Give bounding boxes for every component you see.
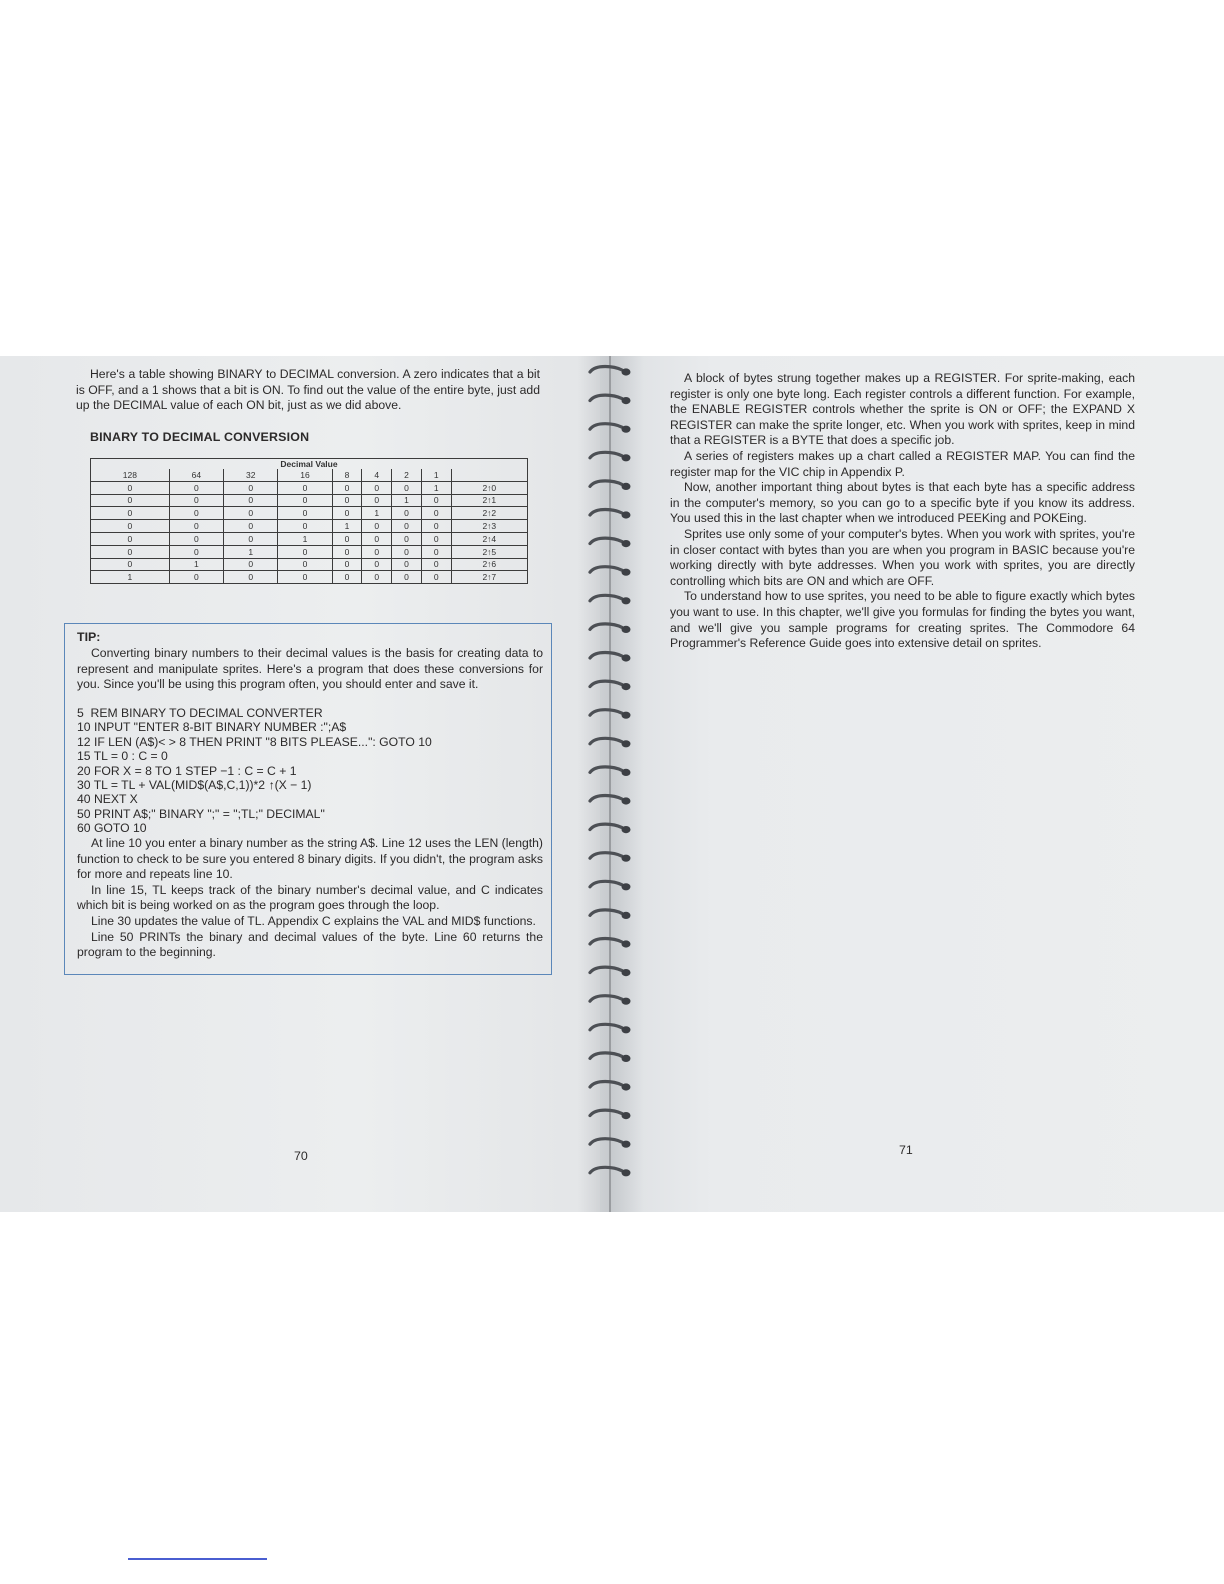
table-cell: 0 bbox=[169, 494, 223, 507]
table-row bbox=[91, 532, 528, 545]
table-cell: 0 bbox=[224, 571, 278, 584]
table-cell: 1 bbox=[421, 481, 451, 494]
coil-end bbox=[622, 969, 631, 976]
table-row bbox=[91, 507, 528, 520]
table-cell: 0 bbox=[392, 481, 422, 494]
code-line: 40 NEXT X bbox=[77, 792, 138, 807]
table-cell: 0 bbox=[392, 558, 422, 571]
coil-loop bbox=[590, 853, 622, 859]
table-cell: 0 bbox=[224, 507, 278, 520]
column-header: 128 bbox=[91, 469, 170, 481]
column-header: 4 bbox=[362, 469, 392, 481]
table-cell: 0 bbox=[392, 545, 422, 558]
coil-end bbox=[622, 483, 631, 490]
table-cell: 0 bbox=[362, 545, 392, 558]
coil-loop bbox=[590, 881, 622, 887]
coil-end bbox=[622, 569, 631, 576]
table-cell: 0 bbox=[392, 571, 422, 584]
table-heading: BINARY TO DECIMAL CONVERSION bbox=[90, 430, 310, 444]
table-cell: 0 bbox=[169, 545, 223, 558]
table-title: Decimal Value bbox=[91, 459, 528, 470]
table-cell: 0 bbox=[169, 532, 223, 545]
coil-loop bbox=[590, 653, 622, 659]
coil-loop bbox=[590, 424, 622, 430]
table-cell: 0 bbox=[169, 520, 223, 533]
code-listing bbox=[77, 706, 543, 836]
coil-loop bbox=[590, 996, 622, 1002]
body-paragraph: Now, another important thing about bytes is that each byte has a specific address in the computer's memory, so you can go to a specific byte if you know its address. You used this in the last chapter when we introduced PEEKing and POKEing. bbox=[670, 480, 1135, 526]
right-page-text bbox=[670, 371, 1135, 652]
column-header: 8 bbox=[332, 469, 362, 481]
coil-end bbox=[622, 540, 631, 547]
explain-paragraph: Line 30 updates the value of TL. Appendix C explains the VAL and MID$ functions. bbox=[91, 913, 536, 928]
body-paragraph: Sprites use only some of your computer's bytes. When you work with sprites, you're in closer contact with bytes than you are when you program in BASIC because you're working directly with byte addresses. When you work with sprites, you are directly controlling which bits are ON and which are OFF. bbox=[670, 526, 1135, 588]
column-header bbox=[451, 469, 527, 481]
book-spread bbox=[0, 356, 1224, 1212]
code-line: 5 REM BINARY TO DECIMAL CONVERTER bbox=[77, 706, 323, 720]
coil-loop bbox=[590, 567, 622, 573]
code-line: 30 TL = TL + VAL(MID$(A$,C,1))*2 ↑(X − 1) bbox=[77, 778, 312, 793]
table-cell: 0 bbox=[421, 558, 451, 571]
body-paragraph: To understand how to use sprites, you need to be able to figure exactly which bytes you want to use. In this chapter, we'll give you formulas for finding the bytes you want, and we'll give you sample programs for creating sprites. The Commodore 64 Programmer's Reference Guide goes into extensive detail on sprites. bbox=[670, 589, 1135, 651]
table-cell: 0 bbox=[224, 494, 278, 507]
coil-end bbox=[622, 855, 631, 862]
table-cell: 0 bbox=[169, 571, 223, 584]
table-cell: 0 bbox=[332, 571, 362, 584]
table-cell: 0 bbox=[91, 494, 170, 507]
table-cell: 0 bbox=[421, 532, 451, 545]
table-cell: 0 bbox=[224, 532, 278, 545]
coil-end bbox=[622, 511, 631, 518]
coil-loop bbox=[590, 538, 622, 544]
table-cell: 0 bbox=[91, 558, 170, 571]
table-cell: 1 bbox=[278, 532, 332, 545]
table-cell: 1 bbox=[169, 558, 223, 571]
code-line: 12 IF LEN (A$)< > 8 THEN PRINT "8 BITS PLEASE...": GOTO 10 bbox=[77, 734, 432, 749]
coil-loop bbox=[590, 367, 622, 373]
table-cell: 0 bbox=[91, 532, 170, 545]
table-cell: 1 bbox=[332, 520, 362, 533]
coil-loop bbox=[590, 395, 622, 401]
spiral-binding-icon bbox=[584, 356, 644, 1212]
coil-loop bbox=[590, 681, 622, 687]
table-cell: 0 bbox=[421, 520, 451, 533]
table-cell: 1 bbox=[392, 494, 422, 507]
table-cell: 0 bbox=[332, 532, 362, 545]
coil-loop bbox=[590, 1082, 622, 1088]
coil-loop bbox=[590, 939, 622, 945]
table-cell: 0 bbox=[332, 481, 362, 494]
coil-loop bbox=[590, 510, 622, 516]
table-cell: 2↑0 bbox=[451, 481, 527, 494]
column-header: 2 bbox=[392, 469, 422, 481]
table-cell: 0 bbox=[362, 532, 392, 545]
coil-end bbox=[622, 1055, 631, 1062]
table-cell: 2↑6 bbox=[451, 558, 527, 571]
table-cell: 0 bbox=[278, 507, 332, 520]
coil-end bbox=[622, 597, 631, 604]
coil-end bbox=[622, 1141, 631, 1148]
table-cell: 1 bbox=[224, 545, 278, 558]
binary-decimal-table bbox=[90, 458, 528, 584]
coil-end bbox=[622, 912, 631, 919]
explain-paragraph: At line 10 you enter a binary number as the string A$. Line 12 uses the LEN (length) function to check to be sure you entered 8 binary digits. If you didn't, the program asks for more and repeats line 10. bbox=[77, 836, 543, 882]
coil-end bbox=[622, 654, 631, 661]
table-cell: 0 bbox=[421, 507, 451, 520]
tip-intro: Converting binary numbers to their decimal values is the basis for creating data to represent and manipulate sprites. Here's a program that does these conversions for you. Since you'll be using this program often, you should enter and save it. bbox=[77, 646, 543, 692]
coil-end bbox=[622, 683, 631, 690]
code-line: 50 PRINT A$;" BINARY ";" = ";TL;" DECIMAL" bbox=[77, 806, 325, 821]
table-cell: 0 bbox=[278, 520, 332, 533]
coil-loop bbox=[590, 452, 622, 458]
column-header: 64 bbox=[169, 469, 223, 481]
explain-paragraph: Line 50 PRINTs the binary and decimal values of the byte. Line 60 returns the program to the beginning. bbox=[77, 929, 543, 960]
coil-end bbox=[622, 1026, 631, 1033]
table-cell: 0 bbox=[332, 507, 362, 520]
table-cell: 0 bbox=[278, 545, 332, 558]
table-row bbox=[91, 558, 528, 571]
table-cell: 0 bbox=[362, 558, 392, 571]
coil-end bbox=[622, 397, 631, 404]
table-cell: 0 bbox=[278, 558, 332, 571]
table-cell: 2↑2 bbox=[451, 507, 527, 520]
explain-paragraph: In line 15, TL keeps track of the binary number's decimal value, and C indicates which bit is being worked on as the program goes through the loop. bbox=[77, 882, 543, 913]
table-cell: 0 bbox=[91, 507, 170, 520]
table-cell: 0 bbox=[169, 507, 223, 520]
coil-loop bbox=[590, 738, 622, 744]
table-cell: 0 bbox=[392, 520, 422, 533]
table-cell: 0 bbox=[169, 481, 223, 494]
table-header-row bbox=[91, 469, 528, 481]
intro-paragraph: Here's a table showing BINARY to DECIMAL conversion. A zero indicates that a bit is OFF, and a 1 shows that a bit is ON. To find out the value of the entire byte, just add up the DECIMAL value of each ON bit, just as we did above. bbox=[76, 367, 540, 413]
tip-box bbox=[64, 623, 552, 975]
coil-end bbox=[622, 740, 631, 747]
column-header: 1 bbox=[421, 469, 451, 481]
coil-end bbox=[622, 883, 631, 890]
table-cell: 0 bbox=[91, 545, 170, 558]
coil-end bbox=[622, 940, 631, 947]
table-body bbox=[91, 481, 528, 583]
coil-loop bbox=[590, 1024, 622, 1030]
coil-end bbox=[622, 769, 631, 776]
table-cell: 0 bbox=[421, 571, 451, 584]
coil-end bbox=[622, 712, 631, 719]
page-number-right: 71 bbox=[899, 1143, 913, 1157]
tip-explanation bbox=[77, 836, 543, 961]
table-cell: 0 bbox=[91, 481, 170, 494]
table-cell: 0 bbox=[362, 520, 392, 533]
table-cell: 0 bbox=[224, 558, 278, 571]
code-line: 15 TL = 0 : C = 0 bbox=[77, 749, 168, 764]
table-cell: 0 bbox=[362, 571, 392, 584]
table-cell: 2↑3 bbox=[451, 520, 527, 533]
coil-end bbox=[622, 1083, 631, 1090]
table-cell: 2↑1 bbox=[451, 494, 527, 507]
code-line: 10 INPUT "ENTER 8-BIT BINARY NUMBER :";A$ bbox=[77, 720, 347, 735]
coil-end bbox=[622, 826, 631, 833]
table-cell: 0 bbox=[362, 481, 392, 494]
table-row bbox=[91, 481, 528, 494]
table-cell: 0 bbox=[278, 481, 332, 494]
table-cell: 2↑7 bbox=[451, 571, 527, 584]
table-cell: 0 bbox=[332, 494, 362, 507]
body-paragraph: A block of bytes strung together makes up a REGISTER. For sprite-making, each register is only one byte long. Each register controls a different function. For example, the ENABLE REGISTER controls whether the sprite is ON or OFF; the EXPAND X REGISTER can make the sprite longer, etc. When you work with sprites, keep in mind that a REGISTER is a BYTE that does a specific job. bbox=[670, 371, 1135, 448]
coil-loop bbox=[590, 1139, 622, 1145]
coil-loop bbox=[590, 1167, 622, 1173]
coil-loop bbox=[590, 767, 622, 773]
coil-end bbox=[622, 426, 631, 433]
table-row bbox=[91, 545, 528, 558]
coil-loop bbox=[590, 796, 622, 802]
table-cell: 0 bbox=[362, 494, 392, 507]
coil-end bbox=[622, 797, 631, 804]
column-header: 32 bbox=[224, 469, 278, 481]
table-cell: 0 bbox=[224, 520, 278, 533]
table-cell: 0 bbox=[332, 545, 362, 558]
table-cell: 0 bbox=[278, 494, 332, 507]
table-row bbox=[91, 520, 528, 533]
table-cell: 0 bbox=[392, 532, 422, 545]
table-cell: 0 bbox=[421, 545, 451, 558]
coil-loop bbox=[590, 481, 622, 487]
coil-loop bbox=[590, 710, 622, 716]
table-row bbox=[91, 571, 528, 584]
coil-end bbox=[622, 626, 631, 633]
coil-loop bbox=[590, 910, 622, 916]
table-cell: 0 bbox=[392, 507, 422, 520]
table-cell: 0 bbox=[332, 558, 362, 571]
column-header: 16 bbox=[278, 469, 332, 481]
left-page bbox=[0, 356, 596, 1212]
table-cell: 1 bbox=[91, 571, 170, 584]
table-cell: 0 bbox=[224, 481, 278, 494]
coil-loop bbox=[590, 967, 622, 973]
table-cell: 1 bbox=[362, 507, 392, 520]
table-cell: 2↑5 bbox=[451, 545, 527, 558]
table-cell: 0 bbox=[278, 571, 332, 584]
table-cell: 0 bbox=[91, 520, 170, 533]
code-line: 60 GOTO 10 bbox=[77, 821, 147, 836]
code-line: 20 FOR X = 8 TO 1 STEP −1 : C = C + 1 bbox=[77, 763, 297, 778]
table-cell: 0 bbox=[421, 494, 451, 507]
table-cell: 2↑4 bbox=[451, 532, 527, 545]
coil-end bbox=[622, 454, 631, 461]
coil-end bbox=[622, 368, 631, 375]
coil-end bbox=[622, 1169, 631, 1176]
table-row bbox=[91, 494, 528, 507]
body-paragraph: A series of registers makes up a chart called a REGISTER MAP. You can find the register map for the VIC chip in Appendix P. bbox=[670, 448, 1135, 479]
coil-loop bbox=[590, 595, 622, 601]
coil-loop bbox=[590, 1110, 622, 1116]
coil-loop bbox=[590, 624, 622, 630]
coil-loop bbox=[590, 1053, 622, 1059]
page-number-left: 70 bbox=[294, 1149, 308, 1163]
coil-end bbox=[622, 998, 631, 1005]
coil-end bbox=[622, 1112, 631, 1119]
coil-loop bbox=[590, 824, 622, 830]
tip-label: TIP: bbox=[77, 630, 101, 644]
hyperlink-underline bbox=[128, 1558, 267, 1560]
